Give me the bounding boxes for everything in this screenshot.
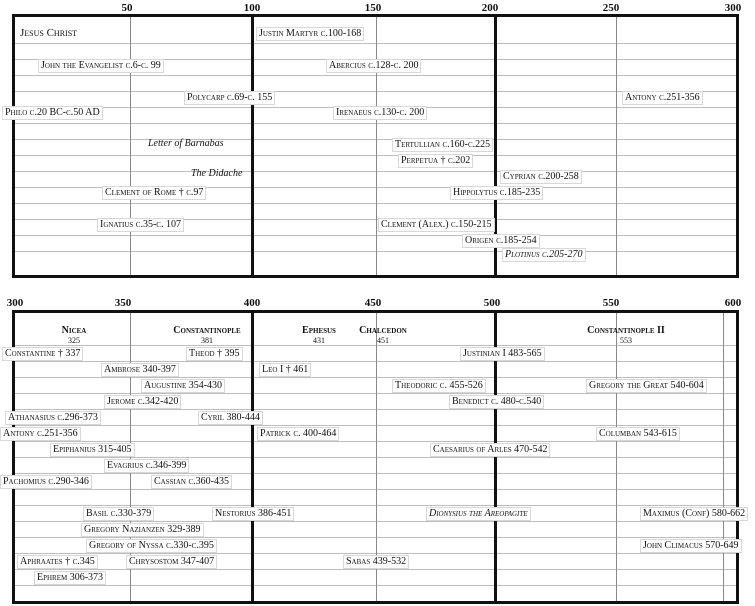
timeline-entry: Cyprian c.200-258 bbox=[500, 170, 582, 184]
timeline-entry: Maximus (Conf) 580-662 bbox=[640, 507, 748, 521]
timeline-entry: Patrick c. 400-464 bbox=[257, 427, 339, 441]
timeline-entry: Epiphanius 315-405 bbox=[50, 443, 135, 457]
timeline-entry: Sabas 439-532 bbox=[343, 555, 409, 569]
timeline-entry: Dionysius the Areopagite bbox=[426, 507, 531, 521]
timeline-entry: Philo c.20 BC-c.50 AD bbox=[2, 106, 103, 120]
timeline-entry: Theod † 395 bbox=[186, 347, 243, 361]
timeline-entry: Jesus Christ bbox=[20, 27, 78, 39]
timeline-entry: Clement of Rome † c.97 bbox=[102, 186, 206, 200]
timeline-entry: Polycarp c.69-c. 155 bbox=[184, 91, 275, 105]
timeline-entry: Aphraates † c.345 bbox=[17, 555, 98, 569]
timeline-entry: Justin Martyr c.100-168 bbox=[256, 27, 364, 41]
timeline-entry: Cyril 380-444 bbox=[198, 411, 263, 425]
council-label: Constantinople 381 bbox=[173, 325, 241, 345]
timeline-entry: John Climacus 570-649 bbox=[640, 539, 742, 553]
timeline-entry: Jerome c.342-420 bbox=[104, 395, 181, 409]
timeline-entry: Hippolytus c.185-235 bbox=[450, 186, 543, 200]
timeline-entry: Nestorius 386-451 bbox=[212, 507, 294, 521]
council-label: Constantinople II 553 bbox=[587, 325, 665, 345]
timeline-entry: Cassian c.360-435 bbox=[151, 475, 232, 489]
tick-label: 300 bbox=[724, 2, 742, 14]
tick-label: 200 bbox=[481, 2, 499, 14]
tick-label: 50 bbox=[121, 2, 133, 14]
council-label: Ephesus 431 bbox=[302, 325, 336, 345]
tick-label: 500 bbox=[483, 297, 501, 309]
timeline-entry: John the Evangelist c.6-c. 99 bbox=[38, 59, 164, 73]
timeline-entry: Tertullian c.160-c.225 bbox=[392, 138, 493, 152]
timeline-entry: Justinian I 483-565 bbox=[460, 347, 545, 361]
tick-label: 150 bbox=[364, 2, 382, 14]
timeline-entry: Ignatius c.35-c. 107 bbox=[97, 218, 184, 232]
timeline-entry: Caesarius of Arles 470-542 bbox=[430, 443, 550, 457]
timeline-entry: Letter of Barnabas bbox=[148, 138, 224, 149]
tick-label: 600 bbox=[724, 297, 742, 309]
council-label: Chalcedon 451 bbox=[359, 325, 407, 345]
timeline-entry: Gregory of Nyssa c.330-c.395 bbox=[86, 539, 217, 553]
timeline-entry: Ambrose 340-397 bbox=[101, 363, 179, 377]
timeline-entry: Gregory Nazianzen 329-389 bbox=[81, 523, 204, 537]
tick-label: 450 bbox=[364, 297, 382, 309]
timeline-entry: Theodoric c. 455-526 bbox=[392, 379, 486, 393]
century-line bbox=[251, 313, 254, 601]
timeline-entry: Antony c.251-356 bbox=[622, 91, 703, 105]
tick-label: 300 bbox=[6, 297, 24, 309]
mouse-cursor-icon bbox=[414, 293, 428, 307]
timeline-entry: Basil c.330-379 bbox=[83, 507, 154, 521]
timeline-entry: Leo I † 461 bbox=[259, 363, 311, 377]
tick-label: 350 bbox=[114, 297, 132, 309]
council-label: Nicea 325 bbox=[61, 325, 87, 345]
timeline-entry: Chrysostom 347-407 bbox=[126, 555, 217, 569]
timeline-entry: Gregory the Great 540-604 bbox=[586, 379, 707, 393]
timeline-entry: Perpetua † c.202 bbox=[398, 154, 473, 168]
timeline-entry: Evagrius c.346-399 bbox=[104, 459, 189, 473]
tick-label: 100 bbox=[243, 2, 261, 14]
timeline-entry: Augustine 354-430 bbox=[141, 379, 225, 393]
tick-label: 400 bbox=[243, 297, 261, 309]
century-line bbox=[251, 17, 254, 275]
tick-label: 550 bbox=[602, 297, 620, 309]
timeline-entry: Antony c.251-356 bbox=[0, 427, 81, 441]
timeline-entry: Clement (Alex.) c.150-215 bbox=[378, 218, 495, 232]
timeline-entry: Irenaeus c.130-c. 200 bbox=[333, 106, 427, 120]
timeline-entry: Athanasius c.296-373 bbox=[5, 411, 101, 425]
timeline-entry: Benedict c. 480-c.540 bbox=[449, 395, 544, 409]
timeline-entry: Origen c.185-254 bbox=[462, 234, 540, 248]
timeline-entry: Columban 543-615 bbox=[596, 427, 680, 441]
timeline-entry: Pachomius c.290-346 bbox=[0, 475, 92, 489]
top-timeline-panel bbox=[12, 14, 739, 278]
timeline-entry: The Didache bbox=[191, 168, 243, 179]
timeline-entry: Ephrem 306-373 bbox=[34, 571, 106, 585]
timeline-entry: Constantine † 337 bbox=[2, 347, 83, 361]
timeline-entry: Plotinus c.205-270 bbox=[502, 248, 586, 262]
tick-label: 250 bbox=[602, 2, 620, 14]
timeline-entry: Abercius c.128-c. 200 bbox=[326, 59, 421, 73]
